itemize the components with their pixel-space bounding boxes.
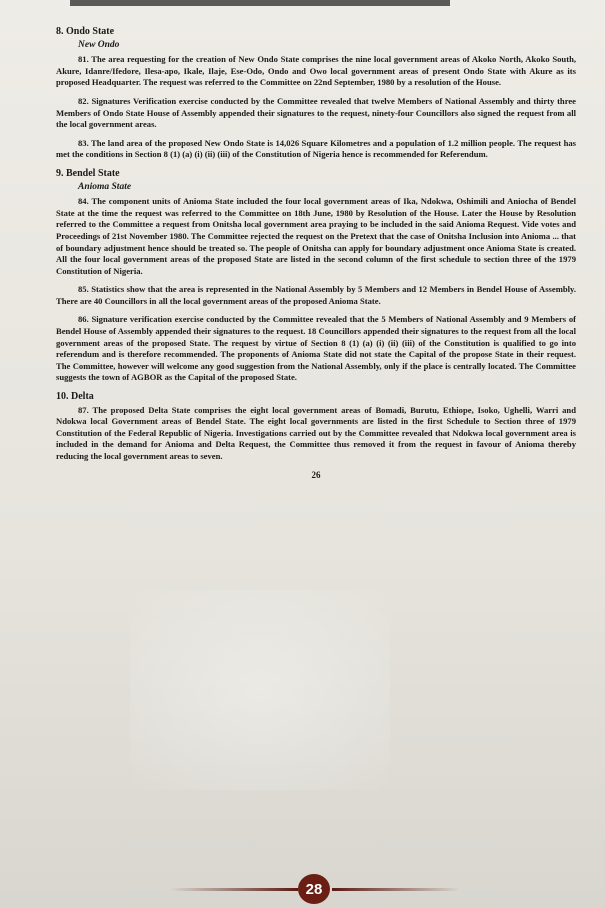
inner-page-number: 26 (311, 469, 321, 480)
photo-glare (130, 590, 390, 790)
paragraph-86: 86. Signature verification exercise conducted by the Committee revealed that the 5 Members of National Assembly and 9 Members of Bendel House of Assembly appended their signatures to the request. 18 Councillors appended their signatures to the request from all the local government areas of the proposed State. The request by virtue of Section 8 (1) (a) (i) (ii) (iii) of the Constitution is qualified to go into referendum and is therefore recommended. The proponents of Anioma State did not state the Capital of the propose State in their request. The Committee, however will welcome any good suggestion from the National Assembly, only if the place is centrally located. The Committee suggests the town of AGBOR as the Capital of the proposed State. (56, 314, 576, 383)
section-heading-ondo: 8. Ondo State (56, 26, 115, 37)
section-subheading-new-ondo: New Ondo (78, 39, 120, 50)
section-subheading-anioma: Anioma State (78, 181, 132, 192)
footer-rule-right (332, 888, 460, 891)
section-heading-delta: 10. Delta (56, 391, 94, 403)
paragraph-84: 84. The component units of Anioma State included the four local government areas of Ika, Ndokwa, Oshimili and Aniocha of Bendel State at the time the request was referred to the Committee on 18th June, 1980 by Resolution of the House. Later the House by Resolution referred to the Committee a request from Onitsha local government area praying to be included in the said Anioma Request. Vide votes and Proceedings of 21st November 1980. The Committee rejected the request on the Pretext that the case of Onitsha Inclusion into Anioma ... that of boundary adjustment hence should be treated so. The people of Onitsha can apply for boundary adjustment once Anioma State is created. All the four local government areas of the proposed State are listed in the second column of the first schedule to section three of the 1979 Constitution of Nigeria. (56, 196, 576, 276)
paragraph-82: 82. Signatures Verification exercise conducted by the Committee revealed that twelve Members of National Assembly and thirty three Members of Ondo State House of Assembly appended their signatures to the request, ninety-four Councillors also signed the request from all the local government areas. (56, 95, 576, 130)
paragraph-83: 83. The land area of the proposed New Ondo State is 14,026 Square Kilometres and a population of 1.2 million people. The request has met the conditions in Section 8 (1) (a) (i) (ii) (iii) of the Constitution of Nigeria hence is recommended for Referendum. (56, 137, 576, 160)
page-footer (0, 868, 605, 908)
paragraph-81: 81. The area requesting for the creation of New Ondo State comprises the nine local government areas of Akoko North, Akoko South, Akure, Idanre/Ifedore, Ilesa-apo, Ikale, Ilaje, Ese-Odo, Ondo and Owo local government areas of present Ondo State with Akure as its proposed Headquarter. The request was referred to the Committee on 22nd September, 1980 by a resolution of the House. (56, 54, 576, 88)
top-edge-bar (70, 0, 450, 6)
footer-rule-left (170, 888, 298, 891)
section-heading-bendel: 9. Bendel State (56, 167, 120, 179)
document-body (56, 22, 576, 481)
paragraph-85: 85. Statistics show that the area is represented in the National Assembly by 5 Members and 12 Members in Bendel House of Assembly. There are 40 Councillors in all the local government areas of the proposed Anioma State. (56, 284, 576, 306)
paragraph-87: 87. The proposed Delta State comprises the eight local government areas of Bomadi, Burutu, Ethiope, Isoko, Ughelli, Warri and Ndokwa local Government areas of Bendel State. The eight local governments are listed in the first Schedule to Section three of 1979 Constitution of the Federal Republic of Nigeria. Investigations carried out by the Committee revealed that Ndokwa local government area is included in the demand for Anioma and Delta Request, the Committee thus removed it from the request in favour of Anioma thereby reducing the local government areas to seven. (56, 404, 576, 461)
page-number-badge: 28 (298, 874, 330, 904)
